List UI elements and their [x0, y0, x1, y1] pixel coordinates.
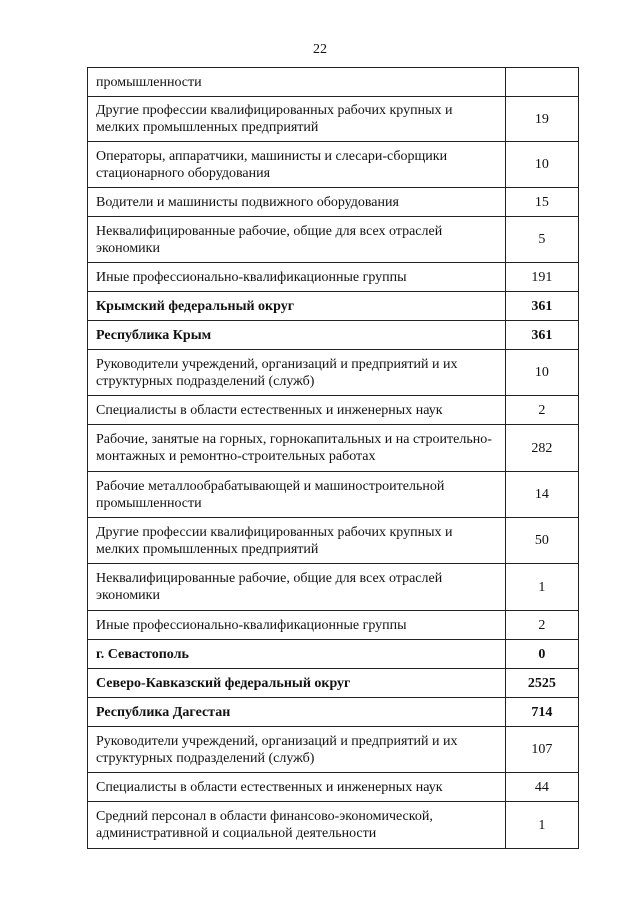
row-label: г. Севастополь [88, 640, 506, 669]
row-value: 50 [505, 518, 578, 564]
table-row [88, 472, 579, 518]
row-label: Другие профессии квалифицированных рабочих крупных и мелких промышленных предприятий [88, 97, 506, 142]
table-row [88, 68, 579, 97]
row-value: 2525 [505, 669, 578, 698]
table-group-row [88, 321, 579, 350]
row-label: Специалисты в области естественных и инженерных наук [88, 396, 506, 425]
row-value: 5 [505, 217, 578, 263]
row-label: Рабочие, занятые на горных, горнокапитальных и на строительно-монтажных и ремонтно-строительных работах [88, 425, 506, 472]
row-label: Руководители учреждений, организаций и предприятий и их структурных подразделений (служб) [88, 727, 506, 773]
row-label: Операторы, аппаратчики, машинисты и слесари-сборщики стационарного оборудования [88, 142, 506, 188]
row-value: 0 [505, 640, 578, 669]
row-label: Средний персонал в области финансово-экономической, административной и социальной деятельности [88, 802, 506, 849]
table-row [88, 425, 579, 472]
data-table [87, 67, 579, 849]
table-row [88, 727, 579, 773]
row-value: 10 [505, 142, 578, 188]
table-row [88, 188, 579, 217]
table-row [88, 564, 579, 611]
row-label: Специалисты в области естественных и инженерных наук [88, 773, 506, 802]
row-label: Северо-Кавказский федеральный округ [88, 669, 506, 698]
row-label: Водители и машинисты подвижного оборудования [88, 188, 506, 217]
row-label: Республика Крым [88, 321, 506, 350]
row-value: 2 [505, 396, 578, 425]
table-row [88, 802, 579, 849]
table-row [88, 396, 579, 425]
table-row [88, 773, 579, 802]
row-label: Руководители учреждений, организаций и предприятий и их структурных подразделений (служб) [88, 350, 506, 396]
table-group-row [88, 640, 579, 669]
table-group-row [88, 669, 579, 698]
row-value: 282 [505, 425, 578, 472]
row-label: Неквалифицированные рабочие, общие для всех отраслей экономики [88, 564, 506, 611]
row-label: Иные профессионально-квалификационные группы [88, 611, 506, 640]
row-value: 10 [505, 350, 578, 396]
table-group-row [88, 292, 579, 321]
table-row [88, 350, 579, 396]
row-value: 361 [505, 292, 578, 321]
row-value: 19 [505, 97, 578, 142]
row-label: Другие профессии квалифицированных рабочих крупных и мелких промышленных предприятий [88, 518, 506, 564]
row-label: Республика Дагестан [88, 698, 506, 727]
row-value: 1 [505, 802, 578, 849]
table-row [88, 263, 579, 292]
row-value: 107 [505, 727, 578, 773]
row-value: 44 [505, 773, 578, 802]
row-value: 191 [505, 263, 578, 292]
row-value: 714 [505, 698, 578, 727]
row-value: 14 [505, 472, 578, 518]
row-label: Иные профессионально-квалификационные группы [88, 263, 506, 292]
table-row [88, 611, 579, 640]
row-label: Неквалифицированные рабочие, общие для всех отраслей экономики [88, 217, 506, 263]
table-row [88, 142, 579, 188]
table-group-row [88, 698, 579, 727]
row-value: 361 [505, 321, 578, 350]
row-value: 15 [505, 188, 578, 217]
table-row [88, 97, 579, 142]
row-value: 2 [505, 611, 578, 640]
row-label: промышленности [88, 68, 506, 97]
row-label: Рабочие металлообрабатывающей и машиностроительной промышленности [88, 472, 506, 518]
page-number: 22 [313, 42, 327, 57]
table-row [88, 217, 579, 263]
row-label: Крымский федеральный округ [88, 292, 506, 321]
row-value: 1 [505, 564, 578, 611]
table-row [88, 518, 579, 564]
row-value [505, 68, 578, 97]
